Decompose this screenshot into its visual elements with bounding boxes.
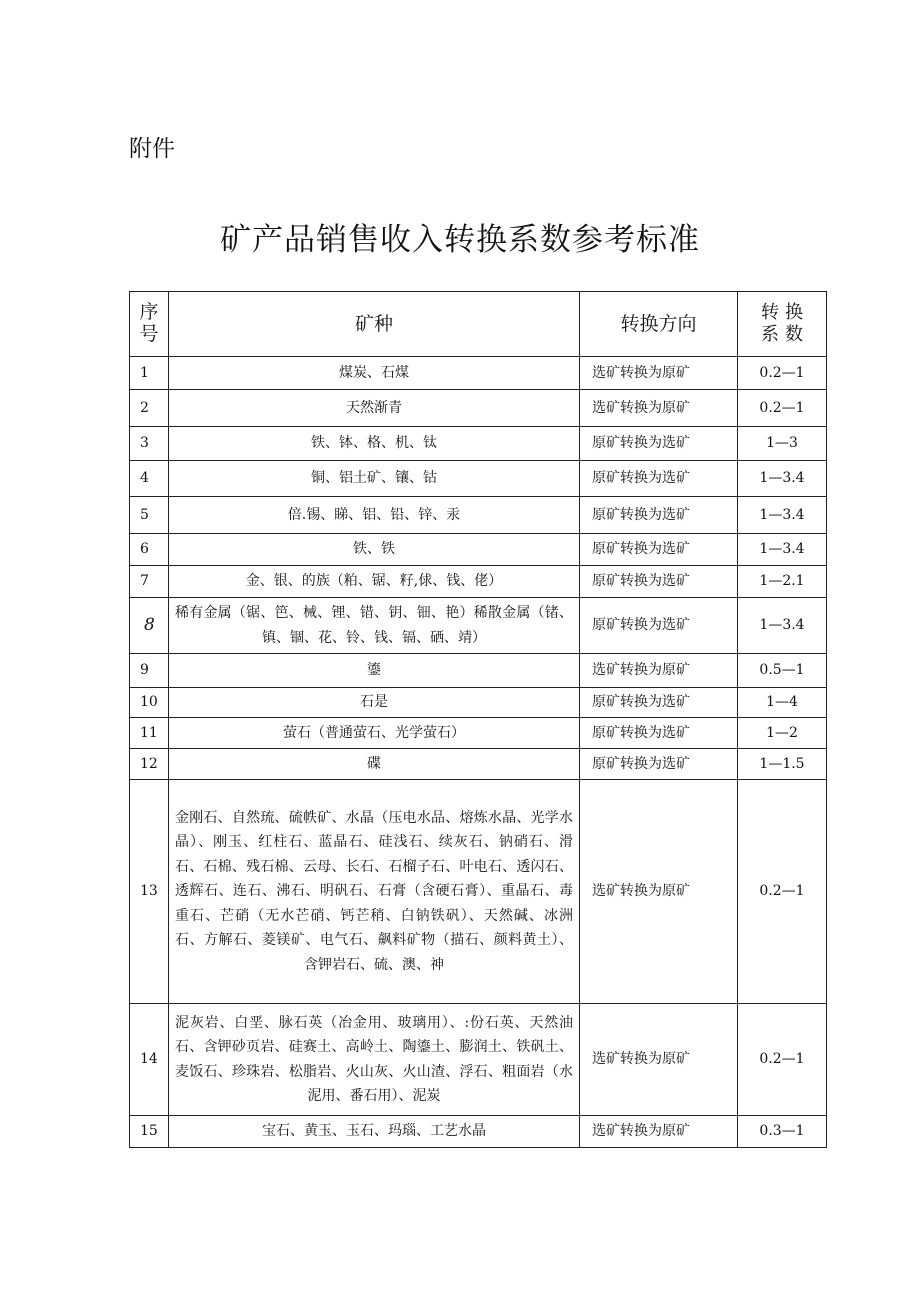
- row-direction: 原矿转换为选矿: [580, 497, 738, 534]
- row-coefficient: 1—3.4: [738, 497, 827, 534]
- row-number: 13: [130, 780, 169, 1004]
- row-direction: 原矿转换为选矿: [580, 718, 738, 749]
- header-serial-line2: 号: [139, 323, 159, 345]
- table-header-row: [130, 292, 827, 357]
- row-coefficient: 0.3—1: [738, 1116, 827, 1148]
- row-direction: 选矿转换为原矿: [580, 780, 738, 1004]
- row-coefficient: 0.2—1: [738, 1004, 827, 1116]
- row-mineral: 鎏: [169, 654, 580, 688]
- row-mineral: 倍.锡、睇、铝、铅、锌、汞: [169, 497, 580, 534]
- row-number: 1: [130, 357, 169, 390]
- row-mineral: 天然渐青: [169, 390, 580, 427]
- row-coefficient: 0.2—1: [738, 357, 827, 390]
- row-mineral: 碟: [169, 749, 580, 780]
- row-number: 8: [130, 598, 169, 654]
- table-row: [130, 688, 827, 718]
- row-number: 15: [130, 1116, 169, 1148]
- row-direction: 选矿转换为原矿: [580, 1004, 738, 1116]
- row-mineral: 铁、铁: [169, 534, 580, 566]
- row-direction: 原矿转换为选矿: [580, 534, 738, 566]
- header-coef-line2: 系数: [761, 324, 809, 345]
- conversion-table: [129, 291, 827, 1148]
- row-mineral: 萤石（普通萤石、光学萤石）: [169, 718, 580, 749]
- row-number: 14: [130, 1004, 169, 1116]
- row-direction: 选矿转换为原矿: [580, 654, 738, 688]
- row-number: 10: [130, 688, 169, 718]
- row-number: 4: [130, 461, 169, 497]
- header-serial-line1: 序: [139, 301, 159, 324]
- row-direction: 选矿转换为原矿: [580, 390, 738, 427]
- table-row: [130, 390, 827, 427]
- row-number: 5: [130, 497, 169, 534]
- row-mineral: 石是: [169, 688, 580, 718]
- row-direction: 原矿转换为选矿: [580, 427, 738, 461]
- table-row: [130, 357, 827, 390]
- header-mineral: 矿种: [169, 292, 580, 357]
- header-coef-line1: 转换: [761, 301, 809, 323]
- row-mineral: 金、银、的族（粕、锯、籽,俅、钱、佬）: [169, 566, 580, 598]
- row-mineral: 稀有金属（锯、笆、械、锂、错、钥、钿、艳）稀散金属（锗、镇、锢、花、铃、钱、镉、硒、靖）: [169, 598, 580, 654]
- row-mineral: 泥灰岩、白垩、脉石英（冶金用、玻璃用）、:份石英、天然油石、含钾砂页岩、硅赛土、高岭土、陶鎏土、膨润土、铁矾土、麦饭石、珍珠岩、松脂岩、火山灰、火山渣、浮石、粗面岩（水泥用、番石用）、泥炭: [169, 1004, 580, 1116]
- table-row: [130, 780, 827, 1004]
- row-coefficient: 0.5—1: [738, 654, 827, 688]
- row-mineral: 金刚石、自然琉、硫帙矿、水晶（压电水品、熔炼水晶、光学水晶）、刚玉、红柱石、蓝晶石、硅浅石、续灰石、钠硝石、滑石、石棉、残石棉、云母、长石、石榴子石、叶电石、透闪石、透辉石、连石、沸石、明矾石、石膏（含硬石膏）、重晶石、毒重石、芒硝（无水芒硝、钙芒稍、白钠铁矾）、天然碱、冰洲石、方解石、菱镁矿、电气石、飙料矿物（描石、颜料黄土）、含钾岩石、硫、澳、神: [169, 780, 580, 1004]
- row-direction: 原矿转换为选矿: [580, 598, 738, 654]
- row-mineral: 煤炭、石煤: [169, 357, 580, 390]
- row-direction: 原矿转换为选矿: [580, 566, 738, 598]
- row-number: 2: [130, 390, 169, 427]
- document-title: 矿产品销售收入转换系数参考标准: [220, 222, 700, 258]
- row-coefficient: 1—3.4: [738, 598, 827, 654]
- table-row: [130, 1116, 827, 1148]
- row-number: 9: [130, 654, 169, 688]
- row-coefficient: 1—1.5: [738, 749, 827, 780]
- row-direction: 原矿转换为选矿: [580, 461, 738, 497]
- table-row: [130, 461, 827, 497]
- table-row: [130, 654, 827, 688]
- table-row: [130, 497, 827, 534]
- attachment-label: 附件: [129, 136, 175, 162]
- table-row: [130, 1004, 827, 1116]
- row-mineral: 铁、钵、格、机、钛: [169, 427, 580, 461]
- row-coefficient: 0.2—1: [738, 390, 827, 427]
- row-coefficient: 1—2.1: [738, 566, 827, 598]
- row-number: 7: [130, 566, 169, 598]
- table-row: [130, 749, 827, 780]
- table-row: [130, 718, 827, 749]
- table-row: [130, 598, 827, 654]
- header-serial-number: [130, 292, 169, 357]
- row-direction: 原矿转换为选矿: [580, 688, 738, 718]
- row-coefficient: 1—3: [738, 427, 827, 461]
- table-row: [130, 427, 827, 461]
- row-coefficient: 1—2: [738, 718, 827, 749]
- row-coefficient: 1—3.4: [738, 461, 827, 497]
- header-direction: 转换方向: [580, 292, 738, 357]
- row-coefficient: 1—3.4: [738, 534, 827, 566]
- row-number: 11: [130, 718, 169, 749]
- row-coefficient: 1—4: [738, 688, 827, 718]
- header-coefficient: [738, 292, 827, 357]
- row-direction: 选矿转换为原矿: [580, 357, 738, 390]
- table-row: [130, 566, 827, 598]
- row-number: 12: [130, 749, 169, 780]
- row-mineral: 铜、铝土矿、镶、钴: [169, 461, 580, 497]
- row-coefficient: 0.2—1: [738, 780, 827, 1004]
- row-number: 6: [130, 534, 169, 566]
- row-direction: 原矿转换为选矿: [580, 749, 738, 780]
- row-mineral: 宝石、黄玉、玉石、玛瑙、工艺水晶: [169, 1116, 580, 1148]
- table-row: [130, 534, 827, 566]
- row-direction: 选矿转换为原矿: [580, 1116, 738, 1148]
- row-number: 3: [130, 427, 169, 461]
